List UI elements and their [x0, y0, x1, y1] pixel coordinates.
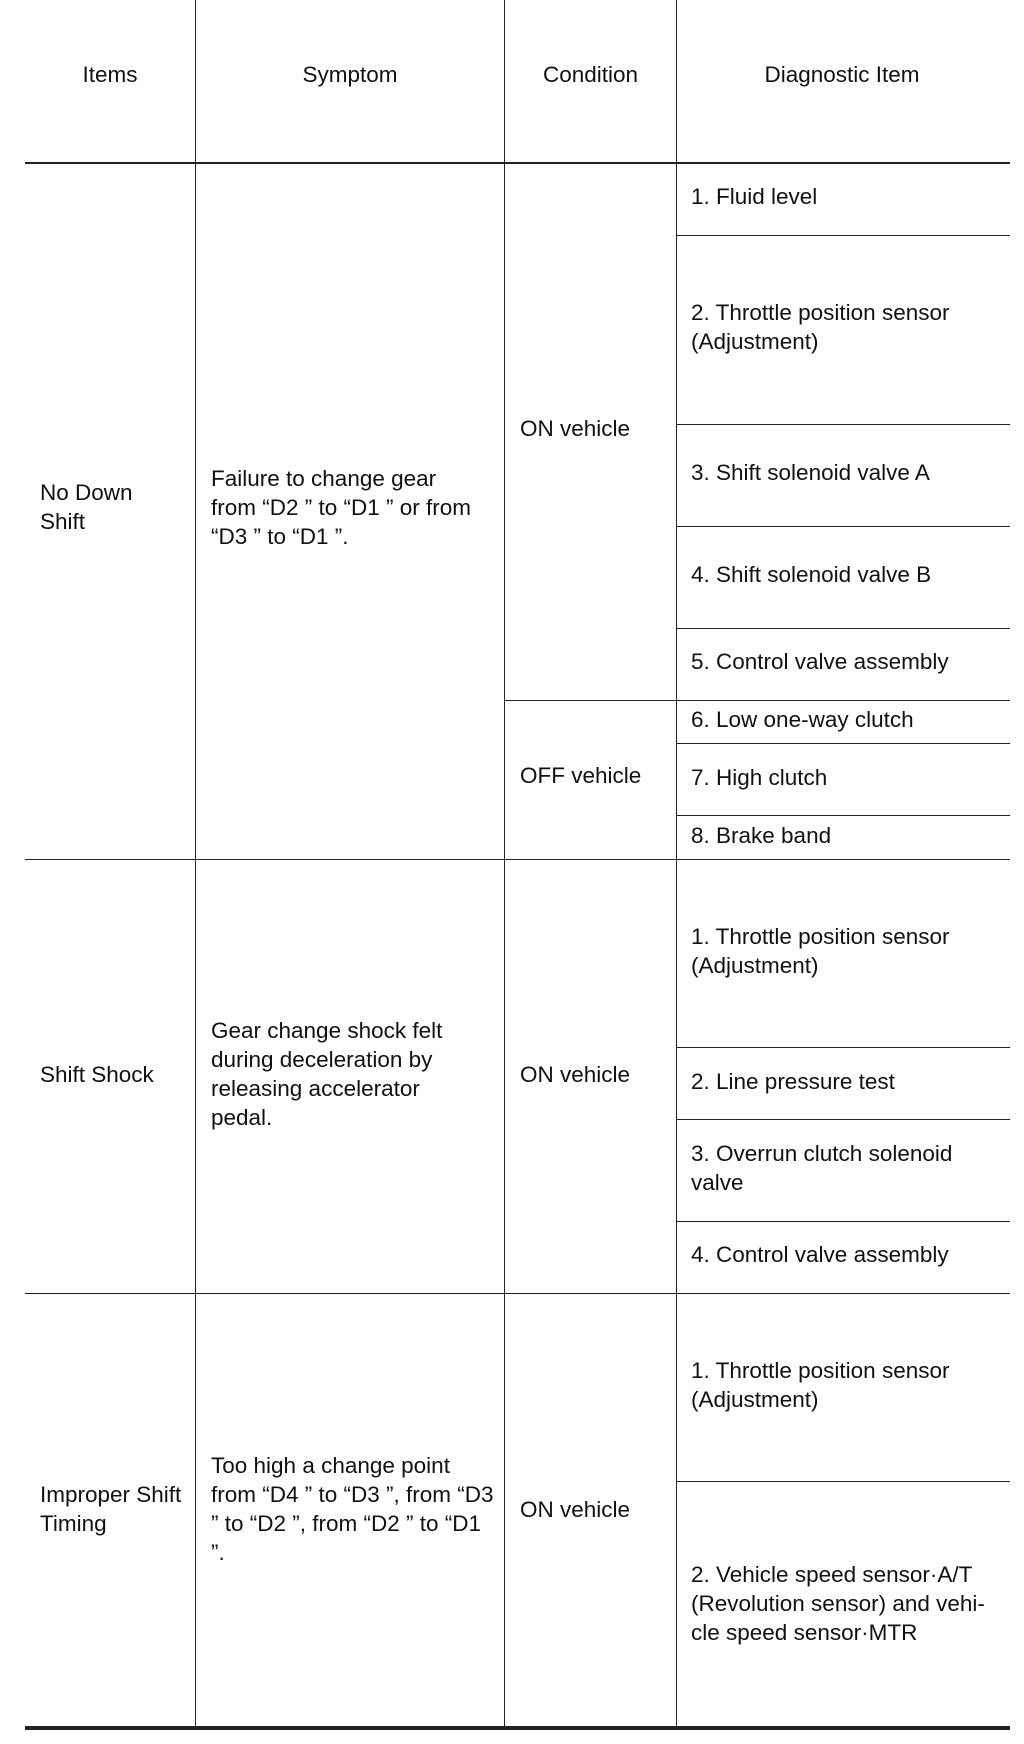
- column-divider: [504, 0, 505, 1728]
- diagnostic-item: 1. Throttle position sensor (Adjustment): [691, 924, 950, 978]
- row-divider: [676, 235, 1010, 236]
- diagnostic-item: 5. Control valve assembly: [691, 649, 949, 674]
- item-label: No Down Shift: [40, 480, 133, 534]
- row-divider: [676, 743, 1010, 744]
- row-divider: [676, 1221, 1010, 1222]
- condition-label: OFF vehicle: [520, 763, 642, 788]
- column-divider: [676, 0, 677, 1728]
- item-label: Improper Shift Timing: [40, 1482, 182, 1536]
- diagnostic-item: 3. Overrun clutch solenoid valve: [691, 1141, 953, 1195]
- row-divider: [676, 1047, 1010, 1048]
- diagnostic-item: 2. Vehicle speed sensor·A/T (Revolution sensor) and vehi- cle speed sensor·MTR: [691, 1562, 985, 1645]
- row-divider: [676, 526, 1010, 527]
- symptom-text: Gear change shock felt during deceleration by releasing accelerator pedal.: [211, 1018, 443, 1130]
- row-divider: [676, 1481, 1010, 1482]
- diagnostic-item: 4. Control valve assembly: [691, 1242, 949, 1267]
- condition-label: ON vehicle: [520, 1062, 631, 1087]
- diagnostic-item: 8. Brake band: [691, 823, 832, 848]
- header-items: Items: [82, 62, 138, 87]
- item-label: Shift Shock: [40, 1062, 154, 1087]
- diagnostic-item: 4. Shift solenoid valve B: [691, 562, 932, 587]
- row-divider: [676, 628, 1010, 629]
- header-divider: [25, 162, 1010, 164]
- diagnostic-item: 2. Line pressure test: [691, 1069, 895, 1094]
- diagnostic-item: 1. Throttle position sensor (Adjustment): [691, 1358, 950, 1412]
- header-symptom: Symptom: [302, 62, 398, 87]
- condition-divider: [504, 700, 1010, 701]
- diagnostic-item: 1. Fluid level: [691, 184, 818, 209]
- condition-label: ON vehicle: [520, 1497, 631, 1522]
- diagnostic-item: 7. High clutch: [691, 765, 828, 790]
- group-divider: [25, 1293, 1010, 1294]
- header-diagnostic-item: Diagnostic Item: [764, 62, 920, 87]
- row-divider: [676, 1119, 1010, 1120]
- condition-label: ON vehicle: [520, 416, 631, 441]
- diagnostic-item: 6. Low one-way clutch: [691, 707, 914, 732]
- column-divider: [195, 0, 196, 1728]
- diagnostic-item: 2. Throttle position sensor (Adjustment): [691, 300, 950, 354]
- group-divider: [25, 859, 1010, 860]
- diagnostic-item: 3. Shift solenoid valve A: [691, 460, 930, 485]
- symptom-text: Too high a change point from “D4 ” to “D3 ”, from “D3 ” to “D2 ”, from “D2 ” to “D1 ”.: [211, 1453, 494, 1565]
- symptom-text: Failure to change gear from “D2 ” to “D1 ” or from “D3 ” to “D1 ”.: [211, 466, 472, 549]
- table-bottom-rule: [25, 1726, 1010, 1730]
- row-divider: [676, 815, 1010, 816]
- row-divider: [676, 424, 1010, 425]
- header-condition: Condition: [542, 62, 639, 87]
